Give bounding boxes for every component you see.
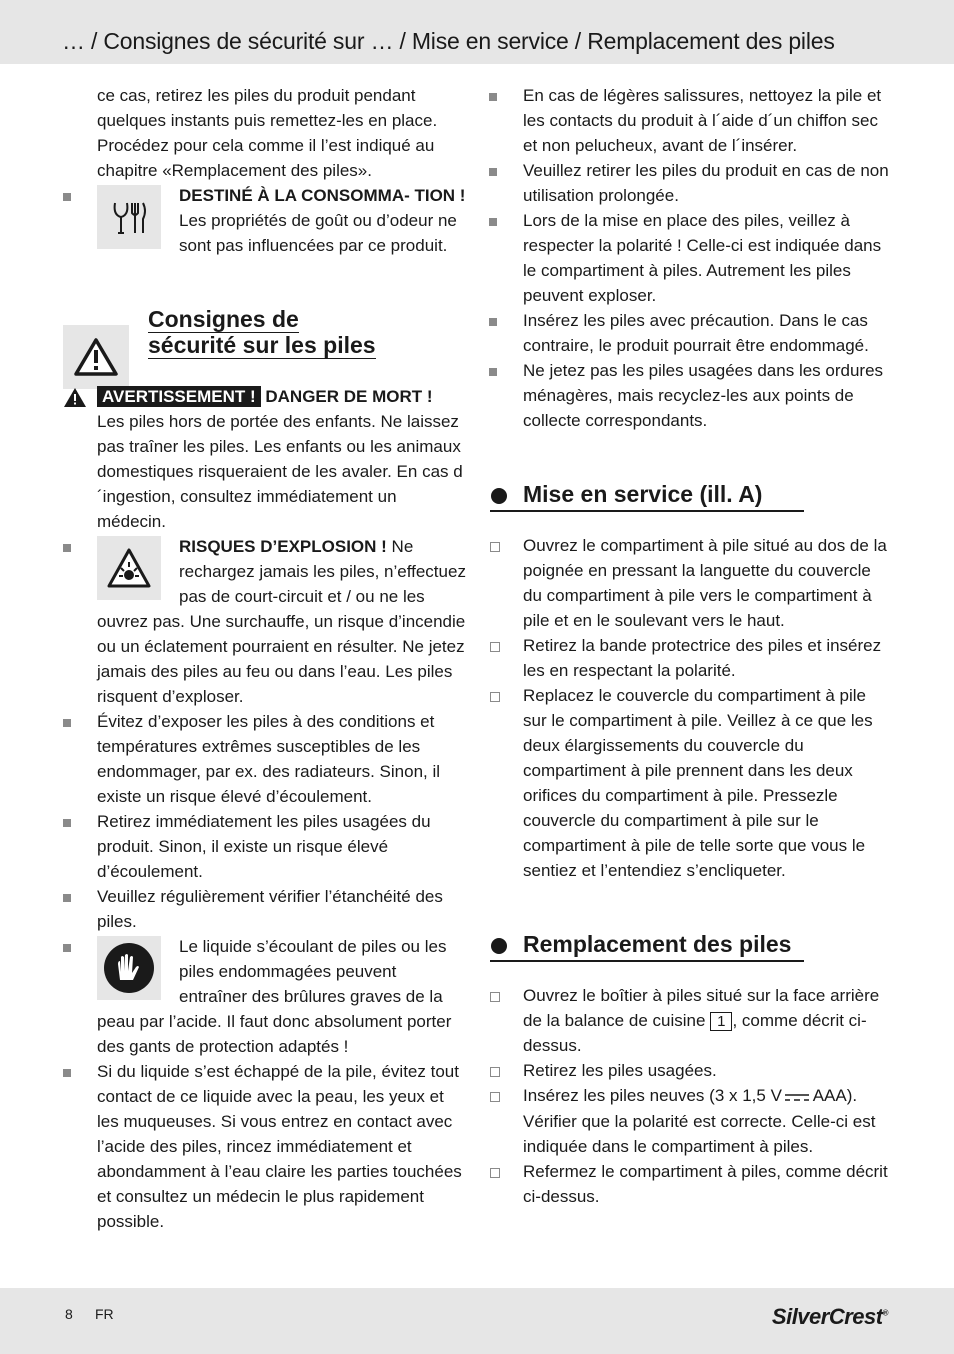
protective-gloves-icon	[97, 936, 161, 1000]
list-item-text: Ne jetez pas les piles usagées dans les ordures ménagères, mais recyclez-les aux points de collecte correspondants.	[523, 361, 884, 430]
list-item-text: Si du liquide s’est échappé de la pile, évitez tout contact de ce liquide avec la peau, les yeux et les muqueuses. Si vous entrez en contact avec l’acide des piles, rincez immédiatement et abondamment à l’eau claire les parties touchées et consultez un médecin le plus rapidement possible.	[97, 1062, 462, 1231]
step-text: Retirez les piles usagées.	[523, 1061, 717, 1080]
bullet-square	[63, 544, 71, 552]
bullet-square	[489, 168, 497, 176]
warning-item	[97, 384, 467, 534]
step-box	[490, 642, 500, 652]
step-box	[490, 1168, 500, 1178]
bullet-square	[489, 218, 497, 226]
section-title-line1: Consignes de	[148, 306, 299, 332]
dc-symbol-icon	[785, 1084, 809, 1109]
bullet-dot	[491, 488, 507, 504]
list-item-text: En cas de légères salissures, nettoyez la pile et les contacts du produit à l´aide d´un chiffon sec et non pelucheux, avant de l´insérer.	[523, 86, 882, 155]
step-text-part: AAA). Vérifier que la polarité est correcte. Celle-ci est indiquée dans le compartiment à piles.	[523, 1086, 876, 1157]
step-item	[523, 1058, 893, 1083]
bullet-square	[63, 894, 71, 902]
bullet-square	[63, 1069, 71, 1077]
bullet-square	[63, 719, 71, 727]
step-text	[523, 983, 893, 1058]
bullet-square	[489, 368, 497, 376]
list-item	[97, 709, 467, 809]
list-item	[97, 884, 467, 934]
step-text-part: , comme décrit ci-dessus.	[523, 1011, 867, 1055]
explosion-text: Ne rechargez jamais les piles, n’effectuez pas de court-circuit et / ou ne les ouvrez pas. Une surchauffe, un risque d’incendie ou un éclatement pourraient en résulter. Ne jetez jamais des piles au feu ou dans l’eau. Les piles risquent d’exploser.	[97, 537, 466, 706]
bullet-square	[63, 193, 71, 201]
food-safe-heading: DESTINÉ À LA CONSOMMA- TION !	[179, 186, 466, 205]
list-item-text: Évitez d’exposer les piles à des conditions et températures extrêmes susceptibles de les endommager, par ex. des radiateurs. Sinon, il existe un risque élevé d’écoulement.	[97, 712, 441, 806]
page-number: 8	[65, 1306, 73, 1322]
step-text-part: Ouvrez le boîtier à piles situé sur la face arrière de la balance de cuisine	[523, 986, 880, 1030]
heading-rule	[490, 510, 804, 512]
step-item	[523, 1083, 893, 1159]
page-header	[0, 0, 954, 64]
danger-text: DANGER DE MORT !	[260, 387, 433, 406]
step-box	[490, 1067, 500, 1077]
bullet-square	[489, 93, 497, 101]
bullet-dot	[491, 938, 507, 954]
step-item	[523, 533, 893, 633]
explosion-heading: RISQUES D’EXPLOSION !	[179, 537, 387, 556]
section-title-battery-safety	[148, 306, 467, 358]
intro-text: ce cas, retirez les piles du produit pendant quelques instants puis remettez-les en place. Procédez pour cela comme il l’est indiqué au chapitre «Remplacement des piles».	[97, 86, 438, 180]
list-item	[523, 83, 893, 158]
gloves-item	[97, 934, 467, 1059]
section-title-line2: sécurité sur les piles	[148, 332, 376, 358]
step-text: Ouvrez le compartiment à pile situé au dos de la poignée en pressant la languette du couvercle du compartiment à pile vers le compartiment à pile et en le soulevant vers le haut.	[523, 536, 887, 630]
bullet-square	[63, 944, 71, 952]
warning-text: Les piles hors de portée des enfants. Ne laissez pas traîner les piles. Les enfants ou les animaux domestiques risqueraient de les avaler. En cas d´ingestion, consultez immédiatement un médecin.	[97, 412, 463, 531]
bullet-square	[489, 318, 497, 326]
warning-label: AVERTISSEMENT !	[97, 386, 261, 407]
food-safe-text: Les propriétés de goût ou d’odeur ne sont pas influencées par ce produit.	[179, 211, 457, 255]
right-column	[523, 83, 893, 1209]
brand-mark: ®	[882, 1308, 888, 1318]
step-item	[523, 983, 893, 1058]
list-item	[97, 809, 467, 884]
list-item	[523, 358, 893, 433]
step-text	[523, 1083, 893, 1159]
step-text-part: Insérez les piles neuves (3 x 1,5 V	[523, 1086, 782, 1105]
list-item-text: Lors de la mise en place des piles, veillez à respecter la polarité ! Celle-ci est indiquée dans le compartiment à piles. Autrement les piles peuvent exploser.	[523, 211, 882, 305]
step-text: Replacez le couvercle du compartiment à pile sur le compartiment à pile. Veillez à ce que les deux élargissements du couvercle du compartiment à pile prennent dans les deux orifices du compartiment à pile. Pressezle couvercle du compartiment à pile sur le compartiment à pile de telle sorte que vous le sentiez et l’entendiez s’encliqueter.	[523, 686, 873, 880]
step-item	[523, 1159, 893, 1209]
step-box	[490, 692, 500, 702]
brand-logo	[772, 1304, 888, 1330]
part-reference: 1	[710, 1012, 732, 1031]
food-safe-item	[97, 183, 467, 258]
small-warning-icon	[63, 387, 87, 415]
left-column	[97, 83, 467, 1234]
heading-rule	[490, 960, 804, 962]
list-item	[97, 1059, 467, 1234]
fork-knife-icon	[97, 185, 161, 249]
section-title-setup: Mise en service (ill. A)	[523, 481, 763, 507]
section-title-replacement: Remplacement des piles	[523, 931, 792, 957]
step-text: Retirez la bande protectrice des piles et insérez les en respectant la polarité.	[523, 636, 882, 680]
step-text: Refermez le compartiment à piles, comme décrit ci-dessus.	[523, 1162, 888, 1207]
explosion-icon	[97, 536, 161, 600]
brand-name: SilverCrest	[771, 1304, 883, 1329]
step-box	[490, 992, 500, 1002]
list-item-text: Retirez immédiatement les piles usagées du produit. Sinon, il existe un risque élevé d’écoulement.	[97, 812, 431, 881]
list-item-text: Veuillez retirer les piles du produit en cas de non utilisation prolongée.	[523, 161, 889, 205]
list-item	[523, 308, 893, 358]
step-box	[490, 542, 500, 552]
language-code: FR	[95, 1306, 114, 1322]
explosion-item	[97, 534, 467, 709]
step-item	[523, 683, 893, 883]
section-heading-setup	[523, 481, 893, 507]
step-box	[490, 1092, 500, 1102]
list-item-text: Insérez les piles avec précaution. Dans le cas contraire, le produit pourrait être endommagé.	[523, 311, 869, 355]
list-item	[523, 208, 893, 308]
header-title: … / Consignes de sécurité sur … / Mise en service / Remplacement des piles	[62, 28, 835, 54]
list-item-text: Veuillez régulièrement vérifier l’étanchéité des piles.	[97, 887, 443, 931]
gloves-text: Le liquide s’écoulant de piles ou les piles endommagées peuvent entraîner des brûlures graves de la peau par l’acide. Il faut donc absolument porter des gants de protection adaptés !	[97, 937, 452, 1056]
bullet-square	[63, 819, 71, 827]
step-item	[523, 633, 893, 683]
section-heading-replacement	[523, 931, 893, 957]
list-item	[523, 158, 893, 208]
